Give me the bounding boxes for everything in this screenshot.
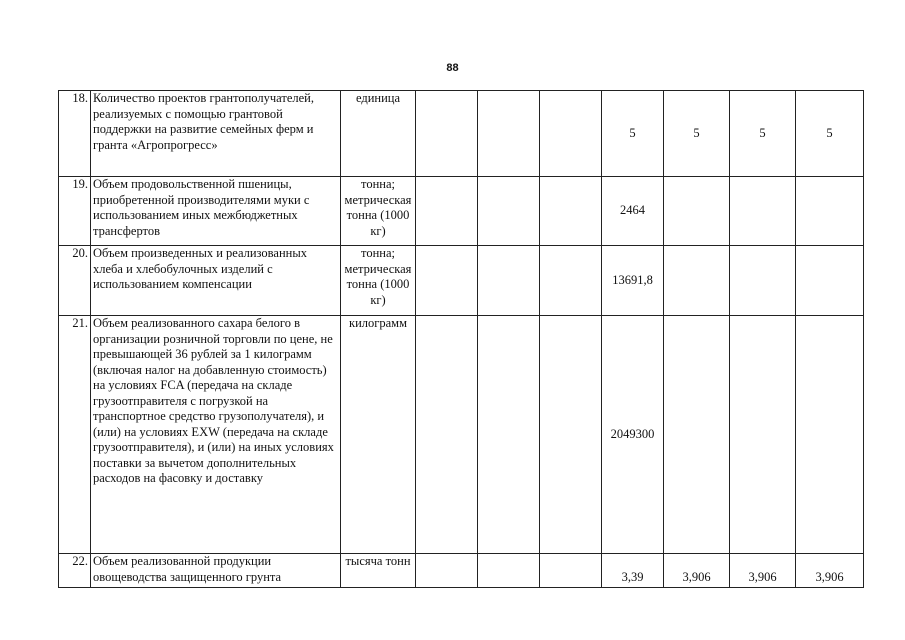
indicators-table xyxy=(58,90,864,588)
unit-of-measure: килограмм xyxy=(341,316,416,554)
value-cell: 2464 xyxy=(602,177,664,246)
value-cell xyxy=(540,316,602,554)
indicator-name: Объем произведенных и реализованных хлеба и хлебобулочных изделий с использованием компенсации xyxy=(91,246,341,316)
table-row xyxy=(59,246,864,316)
row-number: 20. xyxy=(59,246,91,316)
row-number: 18. xyxy=(59,91,91,177)
value-cell xyxy=(416,554,478,588)
value-cell xyxy=(540,554,602,588)
value-cell xyxy=(478,554,540,588)
value-cell xyxy=(664,177,730,246)
table-row xyxy=(59,91,864,177)
value-cell: 2049300 xyxy=(602,316,664,554)
value-cell: 5 xyxy=(602,91,664,177)
value-cell xyxy=(664,316,730,554)
value-cell xyxy=(478,177,540,246)
value-cell xyxy=(540,246,602,316)
value-cell xyxy=(796,177,864,246)
value-cell xyxy=(730,177,796,246)
indicator-name: Объем реализованной продукции овощеводства защищенного грунта xyxy=(91,554,341,588)
value-cell: 5 xyxy=(796,91,864,177)
value-cell xyxy=(478,316,540,554)
unit-of-measure: тысяча тонн xyxy=(341,554,416,588)
indicator-name: Объем реализованного сахара белого в организации розничной торговли по цене, не превышающей 36 рублей за 1 килограмм (включая налог на добавленную стоимость) на условиях FCA (передача на складе грузоотправителя с погрузкой на транспортное средство грузополучателя), и (или) на условиях EXW (передача на складе грузоотправителя), и (или) на иных условиях поставки за вычетом дополнительных расходов на фасовку и доставку xyxy=(91,316,341,554)
value-cell: 3,906 xyxy=(730,554,796,588)
row-number: 22. xyxy=(59,554,91,588)
page-number: 88 xyxy=(446,62,459,74)
value-cell xyxy=(478,246,540,316)
value-cell xyxy=(796,246,864,316)
value-cell xyxy=(540,91,602,177)
value-cell xyxy=(796,316,864,554)
value-cell: 13691,8 xyxy=(602,246,664,316)
table-row xyxy=(59,554,864,588)
indicator-name: Количество проектов грантополучателей, реализуемых с помощью грантовой поддержки на развитие семейных ферм и гранта «Агропрогресс» xyxy=(91,91,341,177)
value-cell: 5 xyxy=(730,91,796,177)
value-cell xyxy=(416,316,478,554)
value-cell xyxy=(540,177,602,246)
value-cell xyxy=(478,91,540,177)
table-row xyxy=(59,316,864,554)
value-cell: 3,39 xyxy=(602,554,664,588)
unit-of-measure: тонна; метрическая тонна (1000 кг) xyxy=(341,177,416,246)
value-cell xyxy=(416,177,478,246)
row-number: 19. xyxy=(59,177,91,246)
value-cell xyxy=(416,91,478,177)
value-cell: 5 xyxy=(664,91,730,177)
row-number: 21. xyxy=(59,316,91,554)
indicator-name: Объем продовольственной пшеницы, приобретенной производителями муки с использованием иных межбюджетных трансфертов xyxy=(91,177,341,246)
unit-of-measure: тонна; метрическая тонна (1000 кг) xyxy=(341,246,416,316)
value-cell xyxy=(730,316,796,554)
value-cell: 3,906 xyxy=(796,554,864,588)
value-cell xyxy=(730,246,796,316)
unit-of-measure: единица xyxy=(341,91,416,177)
value-cell: 3,906 xyxy=(664,554,730,588)
table-row xyxy=(59,177,864,246)
value-cell xyxy=(664,246,730,316)
value-cell xyxy=(416,246,478,316)
